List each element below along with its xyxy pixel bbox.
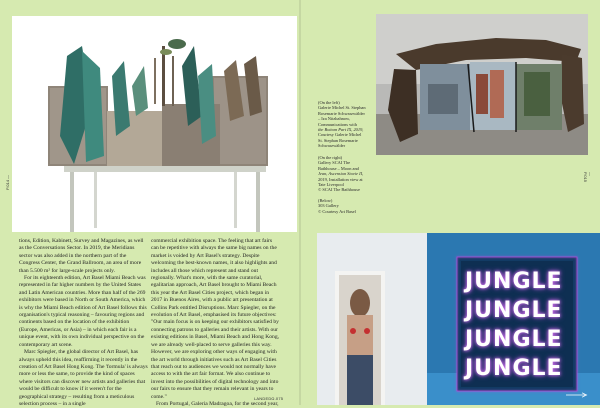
page-number-right: — P.015 <box>583 172 593 182</box>
arrow-right-icon <box>566 392 588 398</box>
caption-line: Bathhouse – Moon and <box>318 165 359 171</box>
neon-sign <box>465 267 569 383</box>
caption-line: Courtesy Galerie Michel <box>318 132 362 138</box>
neon-word: JUNGLE <box>465 327 563 352</box>
text-column-2 <box>151 238 280 408</box>
gallery-illustration <box>376 14 588 155</box>
paragraph: Marc Spiegler, the global director of Art Basel, has always upheld this idea, reaffirming it recently in the creation of Art Basel Hong Kong. The 'formula' is always more or less the same, to provide the kind of spaces where visitors can discover new artists and galleries that would be difficult to know if it weren't for the geographical strategy – resulting from a meticulous selection process – in a single <box>19 349 148 407</box>
page-gutter <box>299 0 301 405</box>
caption-right-image <box>318 155 380 193</box>
neon-gallery-photo <box>317 233 600 405</box>
caption-line: Communications with <box>318 121 357 127</box>
caption-line: (Below) <box>318 198 333 203</box>
paragraph: commercial exhibition space. The feeling that art fairs can be repetitive with always the same big names on the market is voided by Art Basel's strategy. Despite welcoming the best-known names, it also highlights and includes all those which represent and stand out regionally. What's more, with the same curatorial, egalitarian approach, Art Basel brought to Miami Beach this year the Art Basel Cities project, which began in 2017 in Buenos Aires, with a public art presentation at Collins Park entitled Disruptions. Marc Spiegler, on the evolution of Art Basel, emphasised its future objectives: "Our main focus is on keeping our exhibitors satisfied by connecting patrons to galleries and their artists. With our existing editions in Basel, Miami Beach and Hong Kong, we are already well-placed to serve galleries this way. However, we are exploring other ways of engaging with the art world through initiatives such as Art Basel Cities that reach out to audiences we would not normally have access to with the art fair format. We also continue to invest into the possibilities of digital technology and into our fairs to ensure that they remain relevant in years to come." <box>151 238 280 400</box>
caption-line: © SCAI The Bathhouse <box>318 187 360 193</box>
page-number-left: P.014 — <box>5 174 10 190</box>
caption-line: St. Stephan Rosemarie <box>318 137 358 143</box>
caption-line: – Iza Nitzbahnow, <box>318 116 351 122</box>
caption-line: (On the right) <box>318 155 343 160</box>
paragraph: For its eighteenth edition, Art Basel Miami Beach was represented in far higher numbers by the United States and Latin American countries. More than half of the 269 exhibitors were based in North or South America, which is why the Miami Beach edition of Art Basel follows this organisation's typical reasoning – favouring regions and continents based on the location of the exhibition (Europe, Americas, or Asia) – in which each fair is a unique event, with its own individual perspective on the contemporary art scene. <box>19 275 147 348</box>
sculpture-photo <box>12 16 297 232</box>
neon-word: JUNGLE <box>465 298 563 323</box>
text-column-1 <box>19 238 148 408</box>
folio: LANDEDΩ.075 <box>254 396 284 401</box>
caption-line: 2019, Installation view at <box>318 176 363 182</box>
caption-line: © Courtesy Art Basel <box>318 208 356 214</box>
caption-line: Schwarzwälder <box>318 143 346 149</box>
caption-line: Jean, Ascension Stovie II, <box>318 171 364 177</box>
paragraph: From Portugal, Galeria Madragoa, for the second year, <box>156 400 279 407</box>
caption-below-image <box>318 198 380 214</box>
caption-line: 303 Gallery <box>318 203 339 209</box>
caption-line: Galerie Michel St. Stephan <box>318 105 366 111</box>
gallery-installation-photo <box>376 14 588 155</box>
sculpture-illustration <box>12 16 297 232</box>
left-page <box>0 0 300 405</box>
neon-word: JUNGLE <box>465 356 563 381</box>
caption-line: Tate Liverpool <box>318 182 344 188</box>
caption-line: (On the left) <box>318 100 340 105</box>
caption-line: Rosemarie Schwarzwälder <box>318 110 365 116</box>
neon-word: JUNGLE <box>465 269 563 294</box>
caption-line: Gallery SCAI The <box>318 160 351 166</box>
caption-line: the Bottom Part IX, 2019, <box>318 127 364 133</box>
caption-left-image <box>318 100 380 149</box>
paragraph: tions, Edition, Kabinett, Survey and Magazines, as well as the Conversations Sector. In 2019, the Meridians sector was also added in the northern part of the Congress Center, the Grand Ballroom, an area of more than 5.500 m² for large-scale projects only. <box>19 238 144 274</box>
